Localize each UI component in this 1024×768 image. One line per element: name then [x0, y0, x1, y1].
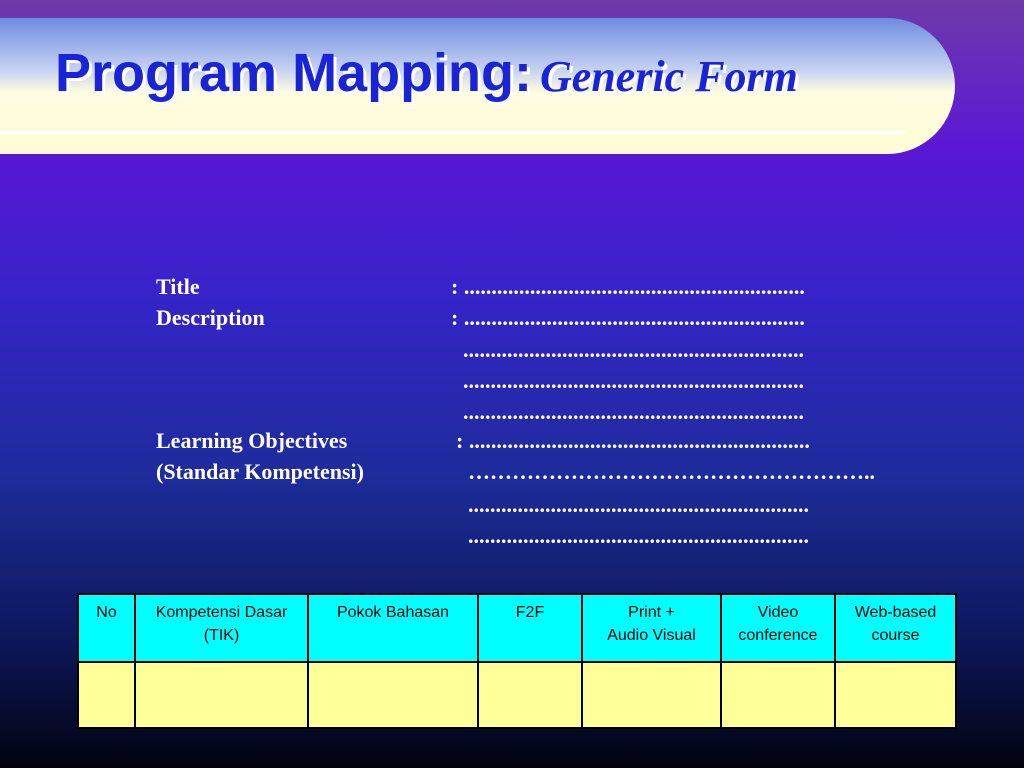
header-line-1: Pokok Bahasan — [336, 604, 450, 621]
header-line-2: (TIK) — [203, 627, 240, 644]
header-cell-video-conference — [721, 594, 835, 662]
description-line-3: .............................................................. — [463, 368, 804, 393]
table-cell-f2f — [478, 662, 582, 728]
header-line-1: Web-based — [854, 604, 937, 621]
table-header-row — [78, 594, 956, 662]
header-line-1: No — [96, 604, 117, 621]
table-cell-video-conference — [721, 662, 835, 728]
header-line-1: F2F — [515, 604, 545, 621]
slide-title-main: Program Mapping: — [55, 43, 533, 103]
objectives-field-value: : .............................................................. — [456, 428, 810, 453]
header-cell-kompetensi-dasar — [135, 594, 308, 662]
description-line-4: .............................................................. — [463, 399, 804, 424]
objectives-field-label: Learning Objectives — [156, 428, 348, 453]
header-cell-no — [78, 594, 135, 662]
objectives-line-4: .............................................................. — [468, 523, 809, 548]
table-cell-print-audio-visual — [582, 662, 721, 728]
table-cell-no — [78, 662, 135, 728]
table-cell-web-based-course — [835, 662, 956, 728]
header-cell-print-audio-visual — [582, 594, 721, 662]
header-line-1: Kompetensi Dasar — [155, 604, 288, 621]
header-cell-web-based-course — [835, 594, 956, 662]
header-line-1: Video — [757, 604, 799, 621]
description-field-value: : .............................................................. — [451, 305, 805, 330]
table-cell-kompetensi-dasar — [135, 662, 308, 728]
description-field-label: Description — [156, 305, 265, 330]
header-cell-f2f — [478, 594, 582, 662]
table-row — [78, 662, 956, 728]
header-line-1: Print + — [628, 604, 675, 621]
slide-title-sub: Generic Form — [540, 52, 798, 101]
title-field-value: : .............................................................. — [451, 274, 805, 299]
objectives-line-3: .............................................................. — [468, 492, 809, 517]
objectives-line-2: ……………………………………………….. — [468, 459, 875, 484]
header-line-2: conference — [738, 627, 818, 644]
header-line-2: Audio Visual — [607, 627, 696, 644]
header-line-2: course — [871, 627, 920, 644]
mapping-table — [77, 593, 957, 729]
header-cell-pokok-bahasan — [308, 594, 478, 662]
description-line-2: .............................................................. — [463, 337, 804, 362]
title-field-label: Title — [156, 274, 200, 299]
table-cell-pokok-bahasan — [308, 662, 478, 728]
objectives-field-sublabel: (Standar Kompetensi) — [156, 459, 364, 484]
